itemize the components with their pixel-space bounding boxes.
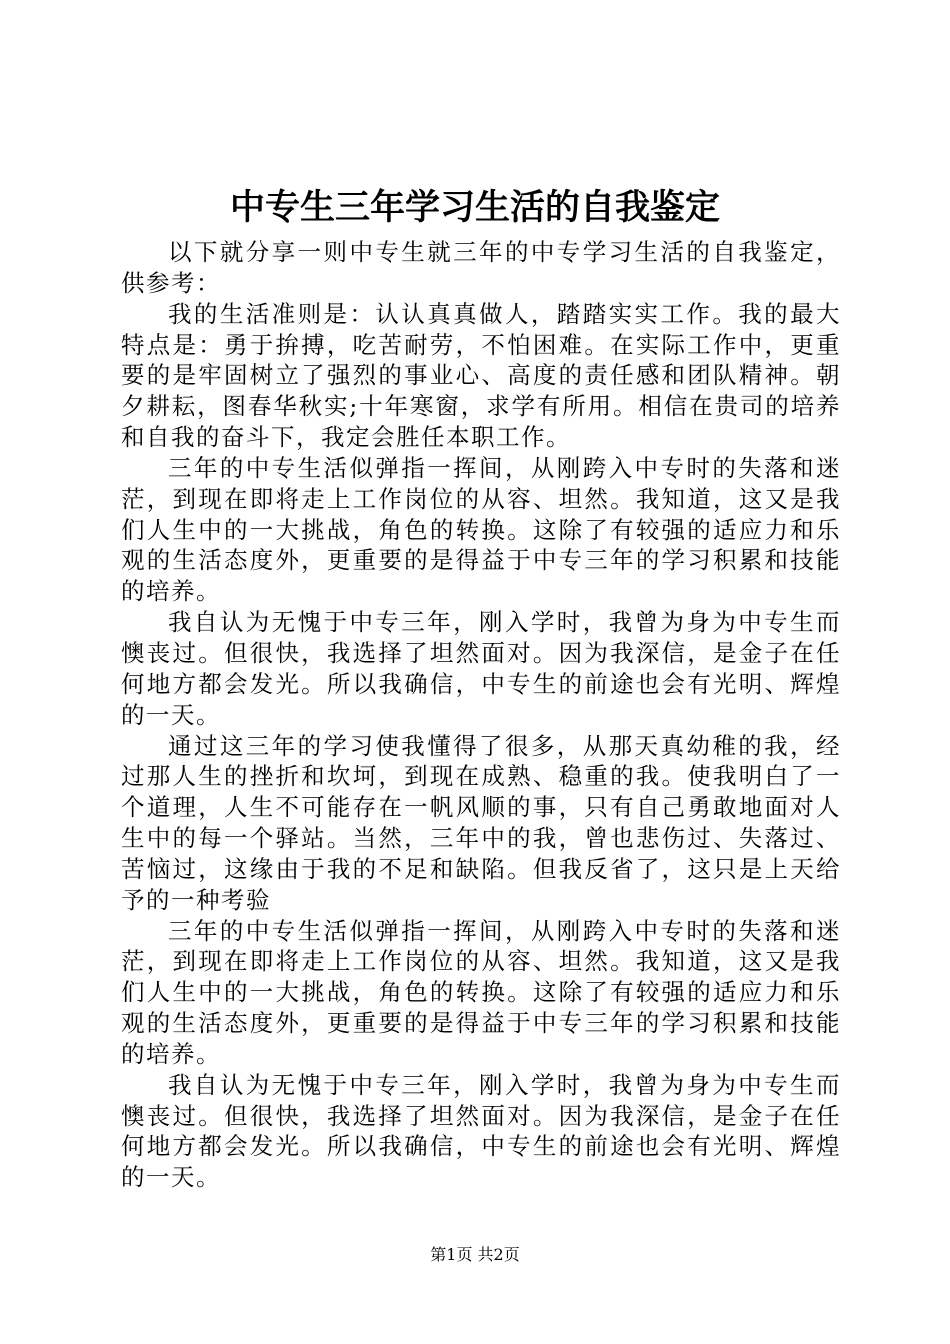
document-title: 中专生三年学习生活的自我鉴定 xyxy=(229,188,720,228)
page-number-footer: 第1页 共2页 xyxy=(430,1245,520,1264)
paragraph-three-years-repeat: 三年的中专生活似弹指一挥间，从刚跨入中专时的失落和迷茫，到现在即将走上工作岗位的从容、坦然。我知道，这又是我们人生中的一大挑战，角色的转换。这除了有较强的适应力和乐观的生活态度外，更重要的是得益于中专三年的学习积累和技能的培养。 xyxy=(121,916,841,1068)
paragraph-three-years: 三年的中专生活似弹指一挥间，从刚跨入中专时的失落和迷茫，到现在即将走上工作岗位的从容、坦然。我知道，这又是我们人生中的一大挑战，角色的转换。这除了有较强的适应力和乐观的生活态度外，更重要的是得益于中专三年的学习积累和技能的培养。 xyxy=(121,453,841,606)
paragraph-no-regret-repeat: 我自认为无愧于中专三年，刚入学时，我曾为身为中专生而懊丧过。但很快，我选择了坦然面对。因为我深信，是金子在任何地方都会发光。所以我确信，中专生的前途也会有光明、辉煌的一天。 xyxy=(121,1070,841,1192)
document-body xyxy=(121,237,841,1193)
paragraph-intro: 以下就分享一则中专生就三年的中专学习生活的自我鉴定，供参考： xyxy=(121,238,841,297)
paragraph-lessons: 通过这三年的学习使我懂得了很多，从那天真幼稚的我，经过那人生的挫折和坎坷，到现在成熟、稳重的我。使我明白了一个道理，人生不可能存在一帆风顺的事，只有自己勇敢地面对人生中的每一个驿站。当然，三年中的我，曾也悲伤过、失落过、苦恼过，这缘由于我的不足和缺陷。但我反省了，这只是上天给予的一种考验 xyxy=(121,731,841,914)
paragraph-no-regret: 我自认为无愧于中专三年，刚入学时，我曾为身为中专生而懊丧过。但很快，我选择了坦然面对。因为我深信，是金子在任何地方都会发光。所以我确信，中专生的前途也会有光明、辉煌的一天。 xyxy=(121,608,841,729)
paragraph-life-principle: 我的生活准则是：认认真真做人，踏踏实实工作。我的最大特点是：勇于拚搏，吃苦耐劳，不怕困难。在实际工作中，更重要的是牢固树立了强烈的事业心、高度的责任感和团队精神。朝夕耕耘，图春华秋实;十年寒窗，求学有所用。相信在贵司的培养和自我的奋斗下，我定会胜任本职工作。 xyxy=(121,299,841,452)
